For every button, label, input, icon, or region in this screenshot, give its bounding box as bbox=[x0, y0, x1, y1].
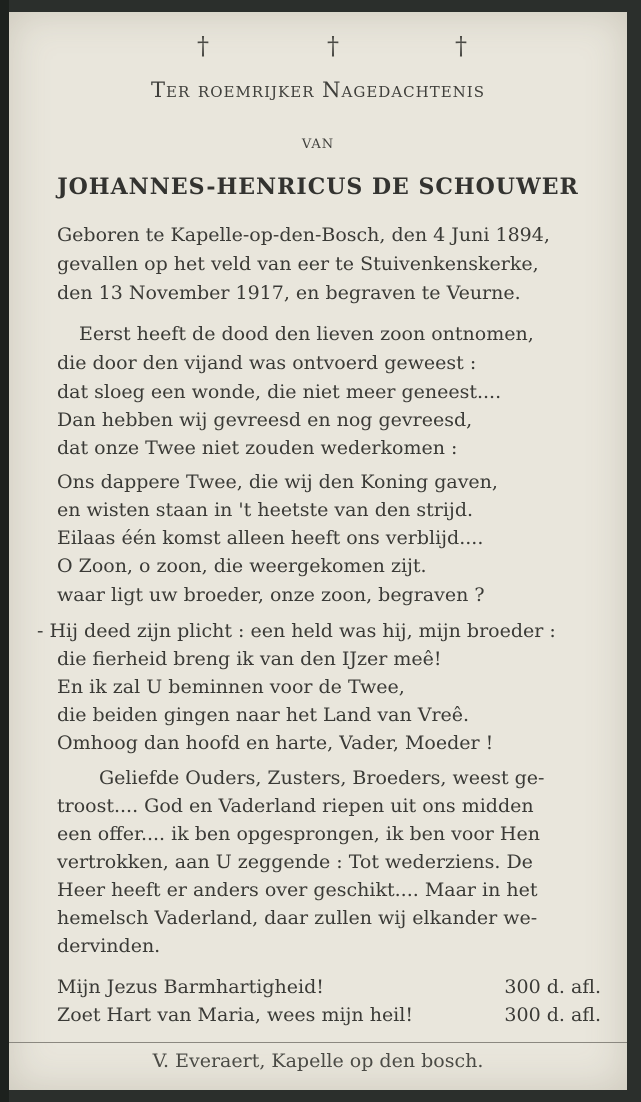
prose-line: vertrokken, aan U zeggende : Tot wederziens. De bbox=[57, 851, 533, 873]
poem-line: dat sloeg een wonde, die niet meer geneest.... bbox=[57, 381, 502, 403]
poem-line: die beiden gingen naar het Land van Vreê. bbox=[57, 704, 470, 726]
poem-line: die fierheid breng ik van den IJzer meê! bbox=[57, 648, 442, 670]
poem-line: O Zoon, o zoon, die weergekomen zijt. bbox=[57, 555, 427, 577]
prose-line: troost.... God en Vaderland riepen uit ons midden bbox=[57, 795, 534, 817]
footer-divider bbox=[9, 1042, 627, 1043]
prose-line: Geliefde Ouders, Zusters, Broeders, weest ge- bbox=[99, 767, 545, 789]
prose-line: Heer heeft er anders over geschikt.... Maar in het bbox=[57, 879, 538, 901]
bio-line: Geboren te Kapelle-op-den-Bosch, den 4 Juni 1894, bbox=[57, 224, 550, 246]
poem-line: Omhoog dan hoofd en harte, Vader, Moeder ! bbox=[57, 732, 494, 754]
prose-line: hemelsch Vaderland, daar zullen wij elkander we- bbox=[57, 907, 538, 929]
crosses bbox=[9, 32, 627, 62]
prayer-text: Zoet Hart van Maria, wees mijn heil! bbox=[57, 1004, 413, 1026]
bio-line: gevallen op het veld van eer te Stuivenkenskerke, bbox=[57, 253, 539, 275]
poem-line: - Hij deed zijn plicht : een held was hij, mijn broeder : bbox=[37, 620, 556, 642]
poem-line: En ik zal U beminnen voor de Twee, bbox=[57, 676, 405, 698]
card-edge bbox=[0, 0, 9, 1102]
cross-icon: † bbox=[197, 32, 209, 60]
memorial-card bbox=[9, 12, 627, 1090]
poem-line: Eilaas één komst alleen heeft ons verblijd.... bbox=[57, 527, 484, 549]
prose-line: dervinden. bbox=[57, 935, 161, 957]
cross-icon: † bbox=[455, 32, 467, 60]
poem-line: die door den vijand was ontvoerd geweest : bbox=[57, 352, 477, 374]
poem-line: en wisten staan in 't heetste van den strijd. bbox=[57, 499, 474, 521]
bio-line: den 13 November 1917, en begraven te Veurne. bbox=[57, 282, 521, 304]
prose-line: een offer.... ik ben opgesprongen, ik ben voor Hen bbox=[57, 823, 540, 845]
poem-line: dat onze Twee niet zouden wederkomen : bbox=[57, 437, 458, 459]
poem-line: waar ligt uw broeder, onze zoon, begraven ? bbox=[57, 584, 485, 606]
memorial-heading-van: van bbox=[301, 132, 335, 153]
deceased-name: JOHANNES-HENRICUS DE SCHOUWER bbox=[57, 174, 579, 200]
prayer-indulgence: 300 d. afl. bbox=[504, 1004, 601, 1026]
poem-line: Ons dappere Twee, die wij den Koning gaven, bbox=[57, 471, 498, 493]
poem-line: Dan hebben wij gevreesd en nog gevreesd, bbox=[57, 409, 473, 431]
prayer-indulgence: 300 d. afl. bbox=[504, 976, 601, 998]
memorial-heading: Ter roemrijker Nagedachtenis bbox=[150, 78, 486, 102]
cross-icon: † bbox=[327, 32, 339, 60]
printer-credit: V. Everaert, Kapelle op den bosch. bbox=[152, 1050, 484, 1072]
prayer-text: Mijn Jezus Barmhartigheid! bbox=[57, 976, 324, 998]
poem-line: Eerst heeft de dood den lieven zoon ontnomen, bbox=[79, 323, 534, 345]
